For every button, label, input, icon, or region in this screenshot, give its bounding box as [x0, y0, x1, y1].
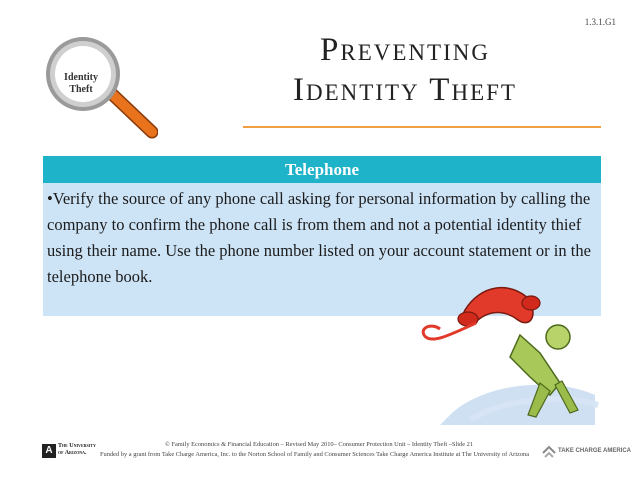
footer-copyright: © Family Economics & Financial Education – Revised May 2010– Consumer Protection Unit – Identity Theft –Slide 21 [164, 441, 474, 448]
panel-body: •Verify the source of any phone call asking for personal information by calling the company to confirm the phone call is from them and not a potential identity thief using their name. Use the phone number listed on your account statement or in the telephone book. [47, 189, 591, 286]
badge-line-2: Theft [69, 84, 93, 95]
take-charge-logo-icon [542, 445, 556, 459]
university-logo-mark: A [42, 444, 56, 458]
magnifier-label [53, 72, 109, 96]
telephone-clipart [410, 265, 600, 425]
take-charge-logo [542, 445, 631, 459]
university-logo-line2: of Arizona. [58, 450, 87, 456]
footer-funding: Funded by a grant from Take Charge America, Inc. to the Norton School of Family and Consumer Sciences Take Charge America Institute at The University of Arizona [100, 451, 530, 458]
slide-code: 1.3.1.G1 [584, 17, 616, 27]
take-charge-logo-text: TAKE CHARGE AMERICA [558, 448, 631, 454]
panel-header: Telephone [43, 156, 601, 183]
badge-line-1: Identity [64, 72, 98, 83]
title-line-2: Identity Theft [293, 72, 517, 108]
slide-title [230, 30, 580, 110]
university-logo-line1: The University [58, 443, 96, 449]
title-rule [243, 126, 601, 128]
title-line-1: Preventing [320, 32, 490, 68]
